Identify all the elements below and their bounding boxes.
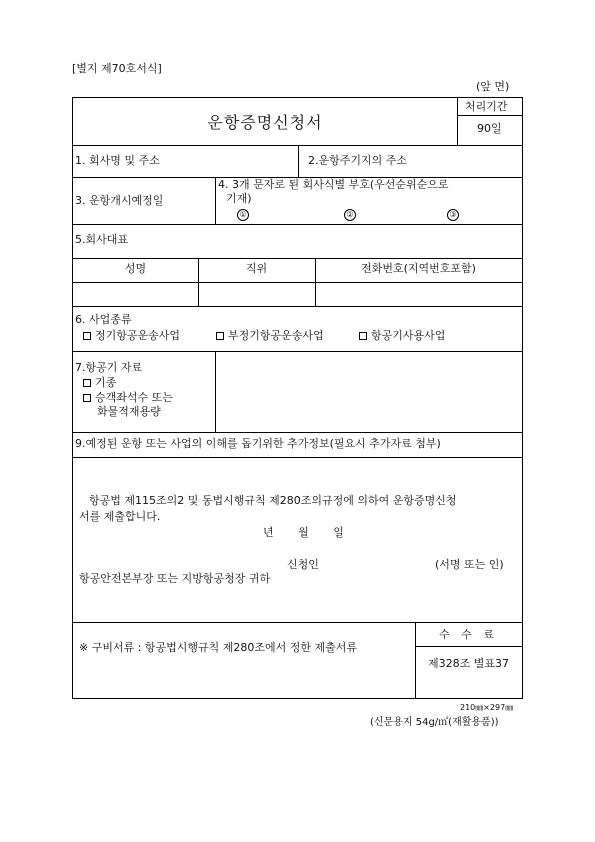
paper-type: (신문용지 54g/㎡(재활용품)): [370, 717, 499, 728]
application-form: [72, 97, 523, 699]
aircraft-option-capacity[interactable]: 승객좌석수 또는: [83, 391, 173, 405]
form-number: [별지 제70호서식]: [72, 62, 162, 75]
rep-position-header: 직위: [245, 262, 268, 275]
start-date-label: 3. 운항개시예정일: [75, 194, 164, 207]
checkbox-icon: [83, 332, 91, 340]
statement-date: 년 월 일: [263, 526, 344, 539]
business-option-aerial-work[interactable]: 항공기사용사업: [359, 329, 445, 343]
signature-note: (서명 또는 인): [435, 558, 504, 571]
rep-name-header: 성명: [124, 262, 147, 275]
aircraft-data-label: 7.항공기 자료: [75, 361, 143, 374]
business-option-nonscheduled[interactable]: 부정기항공운송사업: [216, 329, 324, 343]
aircraft-option-cargo: 화물적재용량: [97, 405, 161, 418]
addressee: 항공안전본부장 또는 지방항공청장 귀하: [79, 572, 271, 585]
fee-label: 수 수 료: [439, 628, 498, 641]
identifier-slot-2: ②: [344, 209, 356, 221]
required-documents-note: ※ 구비서류 : 항공법시행규칙 제280조에서 정한 제출서류: [79, 641, 358, 654]
checkbox-icon: [216, 332, 224, 340]
form-title: 운항증명신청서: [207, 113, 323, 132]
rep-phone-header: 전화번호(지역번호포함): [361, 262, 476, 275]
checkbox-icon: [83, 379, 91, 387]
paper-size: 210㎜×297㎜: [460, 703, 514, 712]
checkbox-icon: [359, 332, 367, 340]
company-name-address-label: 1. 회사명 및 주소: [75, 154, 160, 167]
processing-period-label: 처리기간: [465, 100, 508, 113]
aircraft-option-type[interactable]: 기종: [83, 376, 116, 390]
business-option-scheduled[interactable]: 정기항공운송사업: [83, 329, 180, 343]
processing-period-value: 90일: [477, 122, 502, 135]
fee-value: 제328조 별표37: [428, 657, 509, 670]
additional-info-label: 9.예정된 운항 또는 사업의 이해를 돕기위한 추가정보(필요시 추가자료 첨부): [75, 437, 441, 450]
page-side-label: (앞 면): [476, 80, 510, 93]
identifier-slot-1: ①: [237, 209, 249, 221]
identifier-label: 4. 3개 문자로 된 회사식별 부호(우선순위순으로: [218, 178, 449, 191]
identifier-slot-3: ③: [447, 209, 459, 221]
statement-line-1: 항공법 제115조의2 및 동법시행규칙 제280조의규정에 의하여 운항증명신청: [89, 494, 457, 507]
applicant-label: 신청인: [287, 558, 319, 571]
representative-label: 5.회사대표: [75, 233, 128, 246]
identifier-label-cont: 기재): [226, 192, 252, 205]
checkbox-icon: [83, 394, 91, 402]
base-address-label: 2.운항주기지의 주소: [308, 154, 407, 167]
statement-line-2: 서를 제출합니다.: [79, 510, 161, 523]
business-type-label: 6. 사업종류: [75, 313, 132, 326]
